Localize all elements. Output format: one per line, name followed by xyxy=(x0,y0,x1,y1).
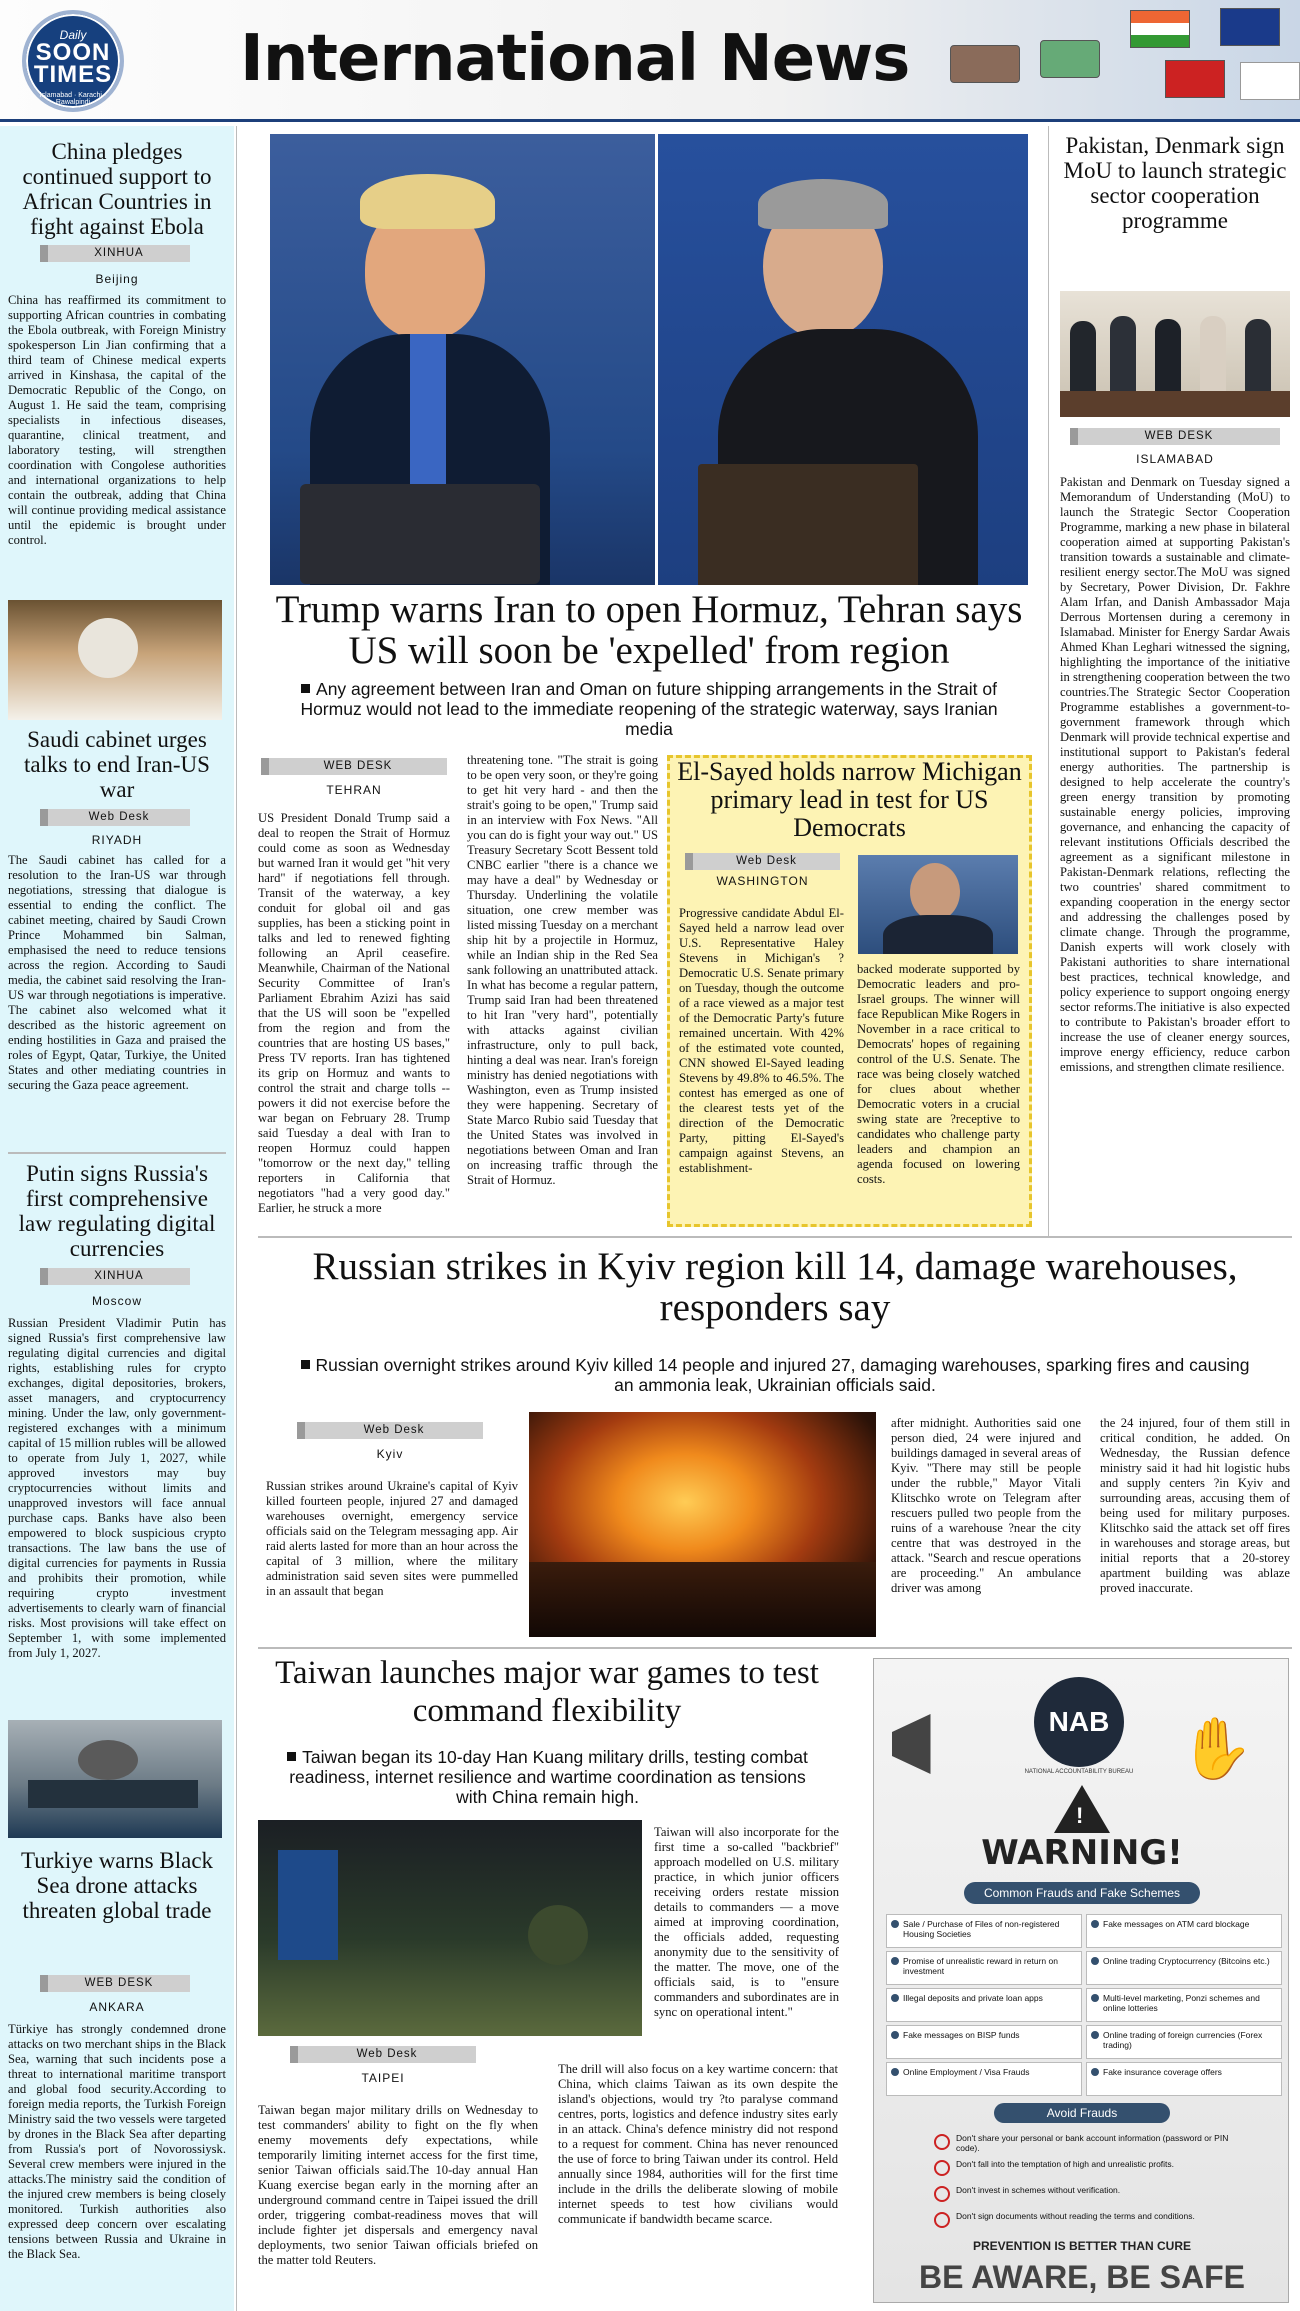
flag-image xyxy=(1220,8,1280,46)
fraud-item-text: Online Employment / Visa Frauds xyxy=(903,2067,1030,2077)
fraud-item-text: Sale / Purchase of Files of non-registered Housing Societies xyxy=(903,1919,1060,1939)
smoke-shape xyxy=(78,1740,138,1780)
saudi-headline[interactable]: Saudi cabinet urges talks to end Iran-US war xyxy=(24,727,210,802)
avoid-item-text: Don't invest in schemes without verification. xyxy=(956,2185,1121,2195)
hair-shape xyxy=(360,174,495,229)
el-sayed-place: WASHINGTON xyxy=(716,874,809,888)
ad-warning-title: WARNING! xyxy=(981,1833,1183,1873)
avoid-item-text: Don't share your personal or bank account information (password or PIN code). xyxy=(956,2133,1229,2153)
saudi-place: RIYADH xyxy=(91,833,143,847)
fraud-item xyxy=(886,1951,1082,1985)
ship-photo xyxy=(8,1720,222,1838)
suit-shape xyxy=(883,915,993,954)
fraud-item-text: Online trading Cryptocurrency (Bitcoins etc.) xyxy=(1103,1956,1270,1966)
hair-shape xyxy=(758,179,888,229)
masthead xyxy=(0,0,1300,122)
avoid-item-icon xyxy=(934,2134,950,2150)
flag-image xyxy=(1165,60,1225,98)
turkiye-source: WEB DESK xyxy=(40,1975,190,1992)
hormuz-subhead-text: Any agreement between Iran and Oman on future shipping arrangements in the Strait of Hormuz would not lead to the immediate reopening of the strategic waterway, says Iranian media xyxy=(300,679,998,739)
hormuz-body-col2: threatening tone. "The strait is going to be open very soon, or they're going to get hit very hard - and then the strait's going to be open," Trump said in an interview with Fox News. "All you can do is fight your way out." US Treasury Secretary Scott Bessent told CNBC earlier "there is a chance we may have a deal" by Wednesday or Thursday. Underlining the volatile situation, one crew member was listed missing Tuesday on a merchant ship hit by a projectile in Hormuz, while an Indian ship in the Red Sea sank following an unattributed attack. In what has become a regular pattern, Trump said Iran had been threatened to hit Iran "very hard", potentially with attacks against civilian infrastructure, only to pull back, hinting a deal was near. Iran's foreign ministry has denied negotiations with Washington, even as Trump insisted they were happening. Secretary of State Marco Rubio said Tuesday that the United States was involved in negotiations between Oman and Iran on increasing traffic through the Strait of Hormuz. xyxy=(467,753,658,1187)
fraud-item-text: Online trading of foreign currencies (Forex trading) xyxy=(1103,2030,1263,2050)
bullet-square xyxy=(287,1752,296,1761)
taiwan-subhead-text: Taiwan began its 10-day Han Kuang military drills, testing combat readiness, internet resilience and wartime coordination as tensions with China remain high. xyxy=(289,1747,808,1807)
fraud-item-text: Fake messages on ATM card blockage xyxy=(1103,1919,1250,1929)
fraud-item-icon xyxy=(891,2031,899,2039)
taiwan-body-col1: Taiwan began major military drills on Wednesday to test commanders' ability to fight on the fly when enemy movements defy expectations, while temporarily limiting internet access for the first time, senior Taiwan officials said.The 10-day annual Han Kuang exercise began early in the morning after an underground command centre in Taipei issued the drill order, triggering combat-readiness moves that will include fighter jet dispersals and emergency naval deployments, two senior Taiwan officials briefed on the matter told Reuters. xyxy=(258,2103,538,2267)
pakistan-denmark-body: Pakistan and Denmark on Tuesday signed a Memorandum of Understanding (MoU) to launch the Strategic Sector Cooperation Programme, marking a new phase in bilateral cooperation aimed at supporting Pakistan's transition towards a sustainable and climate-resilient energy sector.The MoU was signed by Secretary, Power Division, Dr. Fakhre Alam Irfan, and Danish Ambassador Maja Derrous Mortensen during a ceremony in Islamabad. Minister for Energy Sardar Awais Ahmed Khan Leghari witnessed the signing, highlighting the importance of the initiative in strengthening cooperation between the two countries.The Strategic Sector Cooperation Programme establishes a government-to-government framework through which Denmark will provide technical expertise and institutional support to Pakistan's federal energy authorities. The partnership is designed to help accelerate the country's green energy transition by promoting sustainable energy policies, improving governance, and enhancing the capacity of relevant institutions Officials described the agreement as a significant milestone in Pakistan-Denmark relations, reflecting the two countries' shared commitment to expanding cooperation in the energy sector and addressing the challenges posed by climate change. Through the programme, Danish experts will work closely with Pakistani authorities to share international best practices, technical knowledge, and policy experience to support ongoing energy sector reforms.The initiative is also expected to contribute to Pakistan's broader effort to increase the use of cleaner energy sources, improve energy efficiency, reduce carbon emissions, and strengthen climate resilience. xyxy=(1060,475,1290,1074)
turkiye-body: Türkiye has strongly condemned drone attacks on two merchant ships in the Black Sea, warning that such incidents pose a threat to international maritime transport and global food security.According to foreign media reports, the Turkish Foreign Ministry said the two vessels were targeted by drones in the Black Sea after departing from Russia's port of Novorossiysk. Several crew members were injured in the attacks.The ministry said the condition of the injured crew members is being closely monitored. Turkish authorities also expressed deep concern over escalating tensions between Russia and Ukraine in the Black Sea. xyxy=(8,2022,226,2261)
kyiv-headline[interactable]: Russian strikes in Kyiv region kill 14, damage warehouses, responders say xyxy=(312,1245,1238,1329)
putin-source: XINHUA xyxy=(40,1268,190,1285)
taiwan-subhead xyxy=(275,1747,820,1807)
ad-banner-frauds: Common Frauds and Fake Schemes xyxy=(964,1882,1200,1904)
trump-photo xyxy=(270,134,655,585)
fraud-item xyxy=(1086,1988,1282,2022)
kyiv-place: Kyiv xyxy=(376,1447,404,1461)
fraud-item-icon xyxy=(1091,2031,1099,2039)
avoid-item xyxy=(934,2185,1234,2209)
hormuz-source: WEB DESK xyxy=(261,758,447,775)
kyiv-body-col1: Russian strikes around Ukraine's capital of Kyiv killed fourteen people, injured 27 and damaged warehouses overnight, emergency service officials said on the Telegram messaging app. Air raid alerts lasted for more than an hour across the capital of 3 million, where the military administration said seven sites were pummelled in an assault that began xyxy=(266,1479,518,1598)
soldier-shape xyxy=(528,1905,588,1965)
avoid-item xyxy=(934,2133,1234,2157)
taiwan-drill-photo xyxy=(258,1820,642,2036)
hormuz-headline[interactable]: Trump warns Iran to open Hormuz, Tehran says US will soon be 'expelled' from region xyxy=(275,588,1023,672)
fraud-item-icon xyxy=(891,1994,899,2002)
fraud-list-left xyxy=(886,1914,1082,2099)
avoid-item-text: Don't fall into the temptation of high and unrealistic profits. xyxy=(956,2159,1175,2169)
avoid-item xyxy=(934,2211,1234,2235)
divider xyxy=(8,1152,226,1154)
vehicle-shape xyxy=(278,1850,338,1960)
fraud-item xyxy=(1086,2062,1282,2096)
taiwan-source: Web Desk xyxy=(290,2046,476,2063)
divider xyxy=(258,1236,1292,1238)
ad-prevention: PREVENTION IS BETTER THAN CURE xyxy=(972,2239,1191,2253)
fraud-item-text: Fake messages on BISP funds xyxy=(903,2030,1020,2040)
nab-logo: NAB xyxy=(1034,1677,1124,1767)
ground-shape xyxy=(529,1562,876,1637)
avoid-item-icon xyxy=(934,2212,950,2228)
ad-banner-avoid: Avoid Frauds xyxy=(994,2103,1170,2123)
leader-photo xyxy=(1040,40,1100,78)
putin-place: Moscow xyxy=(91,1294,142,1308)
pakistan-denmark-headline[interactable]: Pakistan, Denmark sign MoU to launch strategic sector cooperation programme xyxy=(1063,133,1287,233)
kyiv-body-col3: the 24 injured, four of them still in critical condition, he added. On Wednesday, the Russian defence ministry said it had hit logistic hubs and supply centers ?in Kyiv and surrounding areas, accusing them of being used for military purposes. Klitschko said the attack set off fires in warehouses and storage areas, but initial reports that a 20-storey apartment building was ablaze proved inaccurate. xyxy=(1100,1416,1290,1595)
fraud-list-right xyxy=(1086,1914,1282,2099)
kyiv-source: Web Desk xyxy=(297,1422,483,1439)
taiwan-headline[interactable]: Taiwan launches major war games to test command flexibility xyxy=(275,1655,819,1729)
taiwan-body-col3: The drill will also focus on a key wartime concern: that China, which claims Taiwan as its own despite the island's objections, would try ?to paralyse command centres, ports, logistics and defence industry sites early in an attack. China's defence ministry did not respond to a request for comment. China has never renounced the use of force to bring Taiwan under its control. Held annually since 1984, authorities will for the first time include in the drills the deliberate slowing of mobile internet speeds to test how civilians would communicate if bandwidth became scarce. xyxy=(558,2062,838,2226)
el-sayed-headline[interactable]: El-Sayed holds narrow Michigan primary lead in test for US Democrats xyxy=(677,757,1022,842)
divider xyxy=(258,1647,1292,1649)
podium-shape xyxy=(698,464,918,585)
fraud-item-icon xyxy=(891,1920,899,1928)
putin-headline[interactable]: Putin signs Russia's first comprehensive law regulating digital currencies xyxy=(18,1161,216,1261)
avoid-list xyxy=(934,2133,1234,2237)
turkiye-headline[interactable]: Turkiye warns Black Sea drone attacks threaten global trade xyxy=(20,1848,214,1923)
avoid-item xyxy=(934,2159,1234,2183)
kyiv-subhead-text: Russian overnight strikes around Kyiv killed 14 people and injured 27, damaging warehouses, sparking fires and causing an ammonia leak, Ukrainian officials said. xyxy=(315,1355,1250,1395)
hormuz-body-col1: US President Donald Trump said a deal to reopen the Strait of Hormuz could come as soon as Wednesday but warned Iran it would get "hit very hard" if negotiations fell through. Transit of the waterway, a key conduit for global oil and gas supplies, has been a sticking point in talks and led to renewed fighting following an April ceasefire. Meanwhile, Chairman of the National Security Committee of Iran's Parliament Ebrahim Azizi has said that the US will soon be "expelled from the region and from the countries that are hosting US bases," Press TV reports. Iran has tightened its grip on Hormuz and wants to control the strait and charge tolls -- powers it did not exercise before the war began on February 28. Trump said Tuesday a deal with Iran to reopen Hormuz could happen "tomorrow or the next day," telling reporters in California that negotiators "had a very good day." Earlier, he struck a more xyxy=(258,811,450,1215)
el-sayed-source: Web Desk xyxy=(685,853,840,870)
fraud-item-text: Illegal deposits and private loan apps xyxy=(903,1993,1043,2003)
fraud-item-text: Multi-level marketing, Ponzi schemes and online lotteries xyxy=(1103,1993,1260,2013)
kyiv-fire-photo xyxy=(529,1412,876,1637)
face-shape xyxy=(910,863,960,921)
fraud-item xyxy=(1086,2025,1282,2059)
hand-icon: ✋ xyxy=(1179,1716,1254,1782)
megaphone-icon xyxy=(892,1714,962,1774)
fraud-item xyxy=(1086,1951,1282,1985)
saudi-body: The Saudi cabinet has called for a resolution to the Iran-US war through negotiations, stressing that dialogue is essential to ending the conflict. The cabinet meeting, chaired by Saudi Crown Prince Mohammed bin Salman, emphasised the need to reduce tensions across the region. According to Saudi media, the cabinet said resolving the Iran-US war through negotiations is imperative. The cabinet also welcomed what it described as the historic agreement on ending hostilities in Gaza and praised the roles of Egypt, Qatar, Turkiye, the United States and other mediating countries in securing the Gaza peace agreement. xyxy=(8,853,226,1092)
fraud-item xyxy=(1086,1914,1282,1948)
hormuz-subhead xyxy=(283,679,1015,739)
hormuz-place: TEHRAN xyxy=(326,783,382,797)
pakistan-denmark-source: WEB DESK xyxy=(1070,428,1280,445)
avoid-item-icon xyxy=(934,2186,950,2202)
taiwan-place: TAIPEI xyxy=(361,2071,405,2085)
el-sayed-body-col1: Progressive candidate Abdul El-Sayed held a narrow lead over U.S. Representative Haley Stevens in Michigan's ?Democratic U.S. Senate primary on Tuesday, though the outcome of a race viewed as a major test of the Democratic Party's future remained uncertain. With 42% of the estimated vote counted, CNN showed El-Sayed leading Stevens by 49.8% to 46.5%. The contest has emerged as one of the clearest tests yet of the direction of the Democratic Party, pitting El-Sayed's campaign against Stevens, an establishment- xyxy=(679,906,844,1175)
logo-name: SOON TIMES xyxy=(33,39,113,88)
headdress-shape xyxy=(78,618,138,678)
saudi-photo xyxy=(8,600,222,720)
china-ebola-body: China has reaffirmed its commitment to supporting African countries in combating the Ebola outbreak, with Foreign Ministry spokesperson Lin Jian confirming that a third team of Chinese medical experts arrived in Kinshasa, the capital of the Democratic Republic of the Congo, on August 1. He said the team, comprising specialists in infectious diseases, quarantine, clinical treatment, and laboratory testing, will strengthen coordination with Congolese authorities and international organizations to help contain the outbreak, adding that China will continue providing medical assistance until the epidemic is brought under control. xyxy=(8,293,226,547)
pakistan-denmark-place: ISLAMABAD xyxy=(1136,452,1214,466)
mou-signing-photo xyxy=(1060,291,1290,417)
exclamation-icon: ! xyxy=(1076,1803,1084,1828)
iranian-official-photo xyxy=(658,134,1028,585)
fraud-item xyxy=(886,1988,1082,2022)
bullet-square xyxy=(301,1360,310,1369)
fraud-item-text: Promise of unrealistic reward in return on investment xyxy=(903,1956,1058,1976)
nab-logo-ring: NATIONAL ACCOUNTABILITY BUREAU xyxy=(1024,1769,1134,1775)
masthead-collage xyxy=(930,0,1300,119)
table-shape xyxy=(1060,391,1290,417)
avoid-item-text: Don't sign documents without reading the terms and conditions. xyxy=(956,2211,1195,2221)
logo-tagline: Islamabad · Karachi · Rawalpindi xyxy=(39,92,107,106)
turkiye-place: ANKARA xyxy=(89,2000,145,2014)
taiwan-body-col2: Taiwan will also incorporate for the first time a so-called "backbrief" approach modelled on U.S. military practice, in which junior officers receiving orders restate mission details to commanders — a move aimed at improving coordination, the officials added, requesting anonymity due to the sensitivity of the matter. The move, one of the officials said, is to "ensure commanders and subordinates are in sync on operational intent." xyxy=(654,1825,839,2019)
china-ebola-source: XINHUA xyxy=(40,245,190,262)
china-ebola-place: Beijing xyxy=(95,272,139,286)
page-title: International News xyxy=(240,22,910,96)
leader-photo xyxy=(950,45,1020,83)
bullet-square xyxy=(301,684,310,693)
el-sayed-body-col2: backed moderate supported by Democratic leaders and pro-Israel groups. The winner will face Republican Mike Rogers in November in a race critical to Democrats' hopes of regaining control of the U.S. Senate. The race was being closely watched for clues about whether Democratic voters in a crucial swing state are ?receptive to candidates who challenge party leaders and champion an agenda focused on lowering costs. xyxy=(857,962,1020,1186)
china-ebola-headline[interactable]: China pledges continued support to African Countries in fight against Ebola xyxy=(22,139,212,239)
podium-shape xyxy=(300,484,540,584)
fraud-item-icon xyxy=(1091,1957,1099,1965)
putin-body: Russian President Vladimir Putin has signed Russia's first comprehensive law regulating digital currencies and digital rights, establishing rules for crypto exchanges, digital depositories, brokers, asset managers, and cryptocurrency mining. Under the law, only government-registered exchanges with a minimum capital of 15 million rubles will be allowed to operate from July 1, 2027, while approved investors may buy cryptocurrencies without limits and unapproved investors will face annual purchase caps. Banks have also been empowered to block suspicious crypto transactions. The law bans the use of digital currencies for payments in Russia and prohibits their promotion, while requiring crypto investment advertisements to clearly warn of financial risks. Most provisions will take effect on September 1, with some implemented from July 1, 2027. xyxy=(8,1316,226,1660)
column-divider xyxy=(1048,126,1049,1236)
column-divider xyxy=(236,126,237,2311)
fraud-item xyxy=(886,2062,1082,2096)
flag-image xyxy=(1130,10,1190,48)
fraud-item-icon xyxy=(1091,2068,1099,2076)
avoid-item-icon xyxy=(934,2160,950,2176)
kyiv-subhead xyxy=(300,1355,1250,1395)
fraud-item-icon xyxy=(1091,1920,1099,1928)
fraud-item xyxy=(886,2025,1082,2059)
fraud-item-text: Fake insurance coverage offers xyxy=(1103,2067,1222,2077)
fraud-item-icon xyxy=(1091,1994,1099,2002)
fraud-item xyxy=(886,1914,1082,1948)
nab-warning-ad[interactable] xyxy=(873,1658,1289,2303)
fraud-item-icon xyxy=(891,2068,899,2076)
ship-hull-shape xyxy=(28,1780,198,1808)
kyiv-body-col2: after midnight. Authorities said one person died, 24 were injured and buildings damaged in several areas of Kyiv. "There may still be people under the rubble," Mayor Vitali Klitschko wrote on Telegram after rescuers pulled two people from the ruins of a warehouse ?near the city centre that was destroyed in the attack. "Search and rescue operations are proceeding." An ambulance driver was among xyxy=(891,1416,1081,1595)
flag-image xyxy=(1240,62,1300,100)
el-sayed-photo xyxy=(858,855,1018,954)
logo-daily: Daily xyxy=(59,28,87,42)
saudi-source: Web Desk xyxy=(40,809,190,826)
fraud-item-icon xyxy=(891,1957,899,1965)
ad-slogan: BE AWARE, BE SAFE xyxy=(919,2259,1245,2295)
newspaper-logo[interactable] xyxy=(22,10,124,112)
